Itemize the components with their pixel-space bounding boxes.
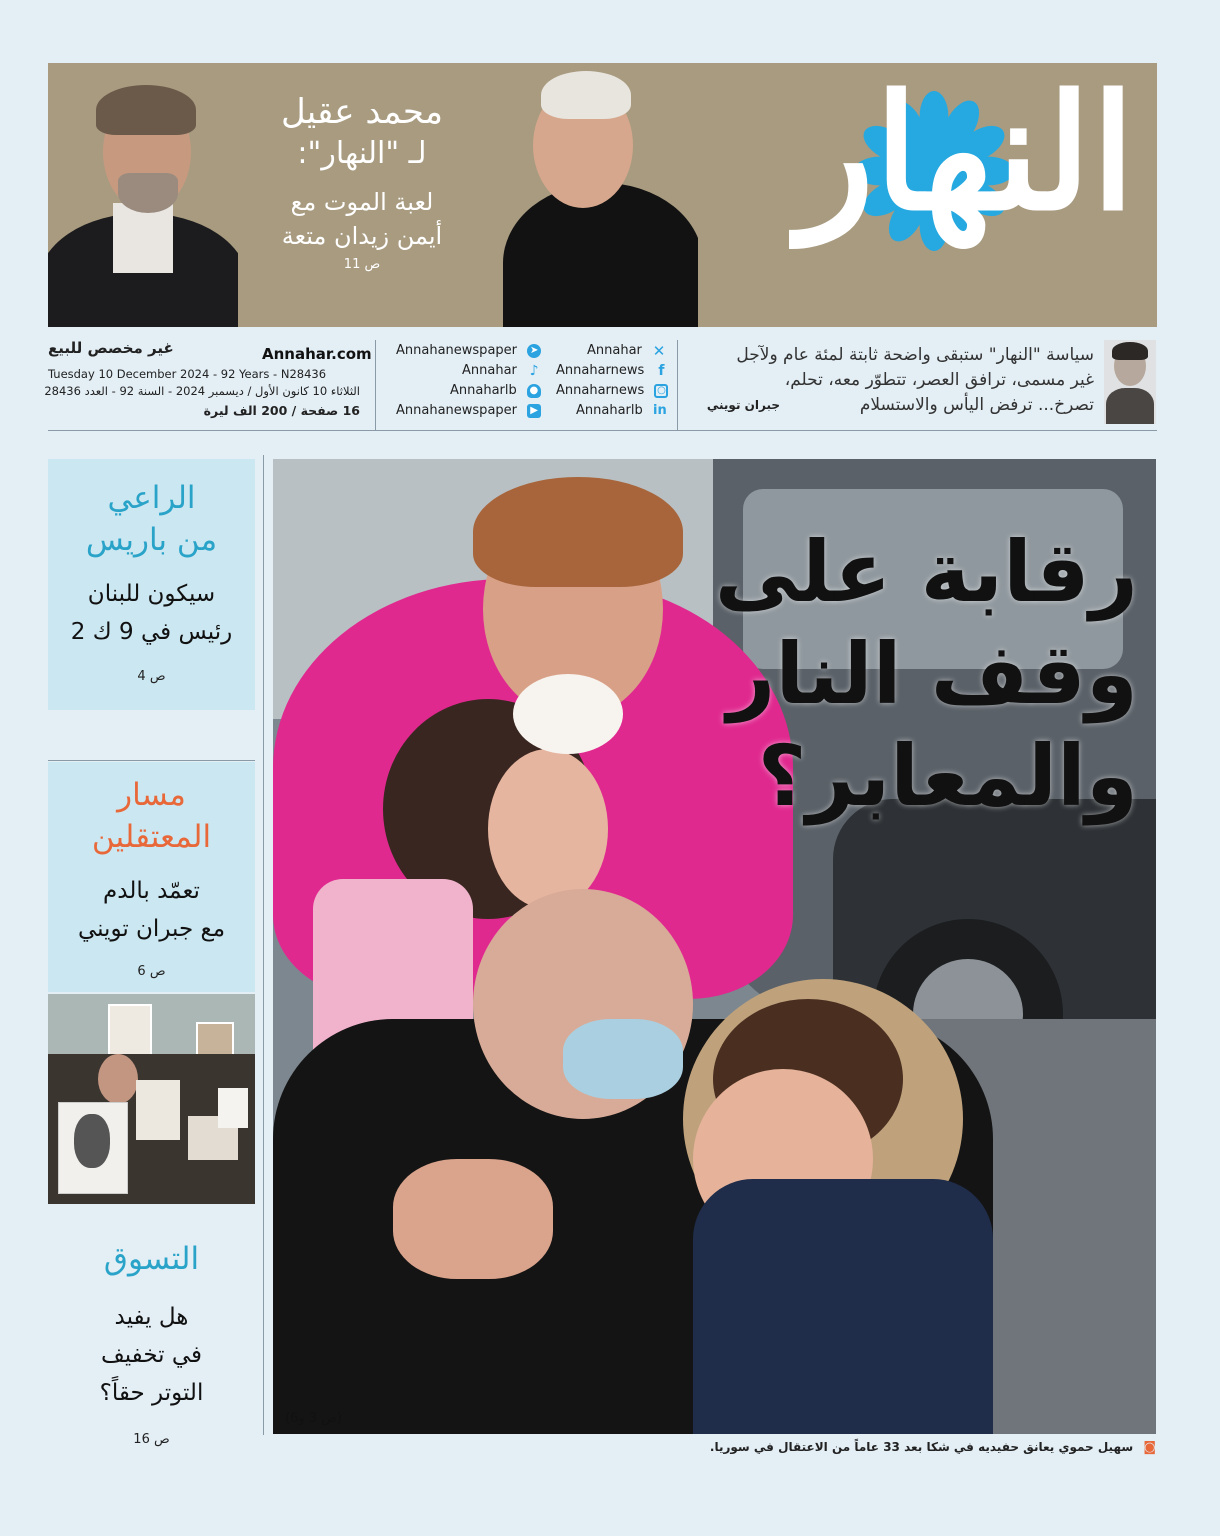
story-box-detainees[interactable] (48, 762, 255, 992)
date-english: Tuesday 10 December 2024 - 92 Years - N28436 (48, 367, 327, 381)
x-icon: ✕ (652, 341, 666, 360)
social-tiktok[interactable] (462, 363, 541, 378)
snapchat-icon: ● (527, 384, 541, 398)
social-telegram[interactable] (396, 343, 541, 358)
policy-author: جبران تويني (706, 398, 780, 412)
masthead (48, 63, 1157, 327)
story-rai-kicker2: من باريس (85, 522, 218, 558)
social-linkedin[interactable] (576, 403, 667, 418)
story-detainees-page: ص 6 (137, 964, 166, 979)
story-shopping-head2: في تخفيف (100, 1342, 203, 1368)
social-facebook-label: Annaharnews (556, 363, 645, 378)
tiktok-icon: ♪ (529, 362, 539, 379)
story-rai-page: ص 4 (137, 669, 166, 684)
photo-caption (560, 1440, 1156, 1455)
story-box-rai[interactable] (48, 459, 255, 710)
story-shopping-kicker: التسوق (103, 1241, 200, 1277)
box-separator (48, 760, 255, 761)
social-x[interactable] (587, 343, 666, 358)
headline-line2: وقف النار (726, 625, 1138, 723)
social-facebook[interactable] (556, 363, 668, 378)
promo-page: ص 11 (343, 257, 381, 272)
social-linkedin-label: Annaharlb (576, 403, 643, 418)
author-portrait (1104, 340, 1156, 424)
site-link[interactable]: Annahar.com (262, 345, 372, 363)
logo-wordmark[interactable]: النهار (798, 63, 1135, 246)
not-for-sale: غير مخصص للبيع (48, 339, 174, 357)
camera-icon: ◙ (1143, 1440, 1156, 1455)
promo-photo-left (48, 63, 238, 327)
detainees-photo (48, 994, 255, 1204)
main-headline[interactable] (715, 521, 1138, 827)
facebook-icon: f (658, 362, 665, 379)
policy-line1: سياسة "النهار" ستبقى واضحة ثابتة لمئة عام ولآجل (736, 345, 1094, 365)
story-shopping-head1: هل يفيد (114, 1304, 189, 1330)
instagram-icon: ○ (654, 384, 668, 398)
promo-block[interactable] (262, 91, 462, 272)
policy-line2: غير مسمى، ترافق العصر، تتطوّر معه، تحلم، (784, 370, 1094, 390)
social-telegram-label: Annahanewspaper (396, 343, 517, 358)
social-instagram[interactable] (556, 383, 668, 398)
band-divider (375, 340, 376, 430)
column-divider (263, 455, 264, 1435)
promo-photo-right (493, 63, 698, 327)
social-x-label: Annahar (587, 343, 642, 358)
story-shopping-page: ص 16 (133, 1432, 170, 1447)
story-detainees-head2: مع جبران تويني (77, 916, 226, 942)
story-detainees-kicker2: المعتقلين (91, 819, 212, 855)
youtube-icon: ▶ (527, 404, 541, 418)
pages-price: 16 صفحة / 200 الف ليرة (203, 403, 360, 418)
photo-caption-text: سهيل حموي يعانق حفيديه في شكا بعد 33 عاماً من الاعتقال في سوريا. (709, 1440, 1134, 1454)
story-detainees-kicker1: مسار (117, 777, 186, 813)
promo-quote-line2: أيمن زيدان متعة (281, 222, 443, 250)
promo-quote-line1: لعبة الموت مع (290, 188, 434, 216)
story-detainees-head1: تعمّد بالدم (103, 878, 200, 904)
story-shopping-head3: التوتر حقاً؟ (99, 1380, 204, 1406)
story-box-shopping[interactable] (48, 1232, 255, 1462)
social-snapchat-label: Annaharlb (450, 383, 517, 398)
promo-name: محمد عقيل (281, 92, 443, 132)
photo-page-ref: (ص 3 و6) (285, 1411, 342, 1426)
band-bottom-rule (48, 430, 1157, 431)
band-divider (677, 340, 678, 430)
story-rai-kicker1: الراعي (107, 480, 196, 516)
social-snapchat[interactable] (450, 383, 541, 398)
headline-line1: رقابة على (714, 523, 1138, 621)
social-youtube-label: Annahanewspaper (396, 403, 517, 418)
linkedin-icon: in (653, 402, 667, 418)
policy-line3: تصرخ... ترفض اليأس والاستسلام (859, 395, 1094, 415)
promo-to: لـ "النهار": (297, 136, 427, 171)
social-youtube[interactable] (396, 403, 541, 418)
social-tiktok-label: Annahar (462, 363, 517, 378)
story-rai-head1: سيكون للبنان (87, 581, 216, 607)
story-rai-head2: رئيس في 9 ك 2 (70, 619, 233, 645)
main-photo[interactable] (273, 459, 1156, 1434)
headline-line3: والمعابر؟ (757, 727, 1138, 825)
social-instagram-label: Annaharnews (556, 383, 645, 398)
telegram-icon: ➤ (527, 344, 541, 358)
date-arabic: الثلاثاء 10 كانون الأول / ديسمبر 2024 - السنة 92 - العدد 28436 (44, 384, 360, 398)
